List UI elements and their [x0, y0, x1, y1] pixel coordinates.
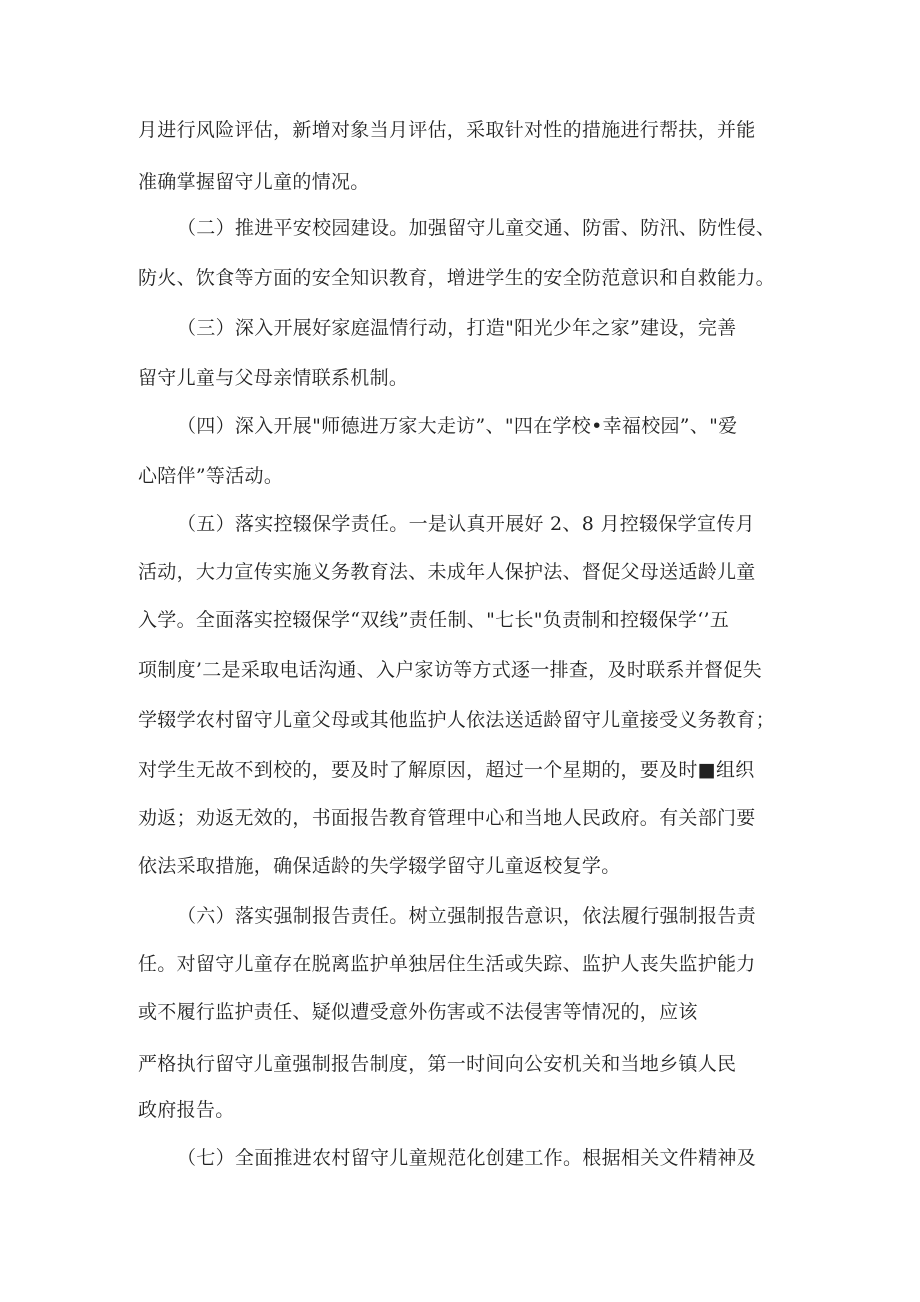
- text-line: （二）推进平安校园建设。加强留守儿童交通、防雷、防汛、防性侵、: [177, 217, 776, 239]
- text-line: 项制度’二是采取电话沟通、入户家访等方式逐一排查，及时联系并督促失: [138, 659, 762, 681]
- text-line: 劝返；劝返无效的，书面报告教育管理中心和当地人民政府。有关部门要: [138, 807, 756, 829]
- text-line: 或不履行监护责任、疑似遭受意外伤害或不法侵害等情况的，应该: [138, 1001, 698, 1023]
- text-line: 学辍学农村留守儿童父母或其他监护人依法送适龄留守儿童接受义务教育；: [138, 709, 775, 731]
- text-line: （六）落实强制报告责任。树立强制报告意识，依法履行强制报告责: [177, 905, 757, 927]
- text-line: （五）落实控辍保学责任。一是认真开展好 2、8 月控辍保学宣传月: [177, 513, 755, 535]
- text-line: 入学。全面落实控辍保学“双线”责任制、"七长"负责制和控辍保学‘’五: [138, 609, 730, 631]
- text-line: 依法采取措施，确保适龄的失学辍学留守儿童返校复学。: [138, 855, 621, 877]
- text-line: 留守儿童与父母亲情联系机制。: [138, 367, 409, 389]
- text-line: 严格执行留守儿童强制报告制度，第一时间向公安机关和当地乡镇人民: [138, 1053, 737, 1075]
- text-line: 月进行风险评估，新增对象当月评估，采取针对性的措施进行帮扶，并能: [138, 119, 756, 141]
- text-line: 准确掌握留守儿童的情况。: [138, 171, 370, 193]
- text-line: 政府报告。: [138, 1099, 235, 1121]
- text-line: 对学生无故不到校的，要及时了解原因，超过一个星期的，要及时■组织: [138, 759, 755, 781]
- text-line: 活动，大力宣传实施义务教育法、未成年人保护法、督促父母送适龄儿童: [138, 561, 756, 583]
- text-line: 任。对留守儿童存在脱离监护单独居住生活或失踪、监护人丧失监护能力: [138, 953, 756, 975]
- text-line: 防火、饮食等方面的安全知识教育，增进学生的安全防范意识和自救能力。: [138, 267, 775, 289]
- text-line: （三）深入开展好家庭温情行动，打造"阳光少年之家”建设，完善: [177, 317, 737, 339]
- text-line: （七）全面推进农村留守儿童规范化创建工作。根据相关文件精神及: [177, 1147, 757, 1169]
- text-line: （四）深入开展"师德进万家大走访”、"四在学校•幸福校园”、"爱: [177, 415, 738, 437]
- text-line: 心陪伴”等活动。: [138, 465, 284, 487]
